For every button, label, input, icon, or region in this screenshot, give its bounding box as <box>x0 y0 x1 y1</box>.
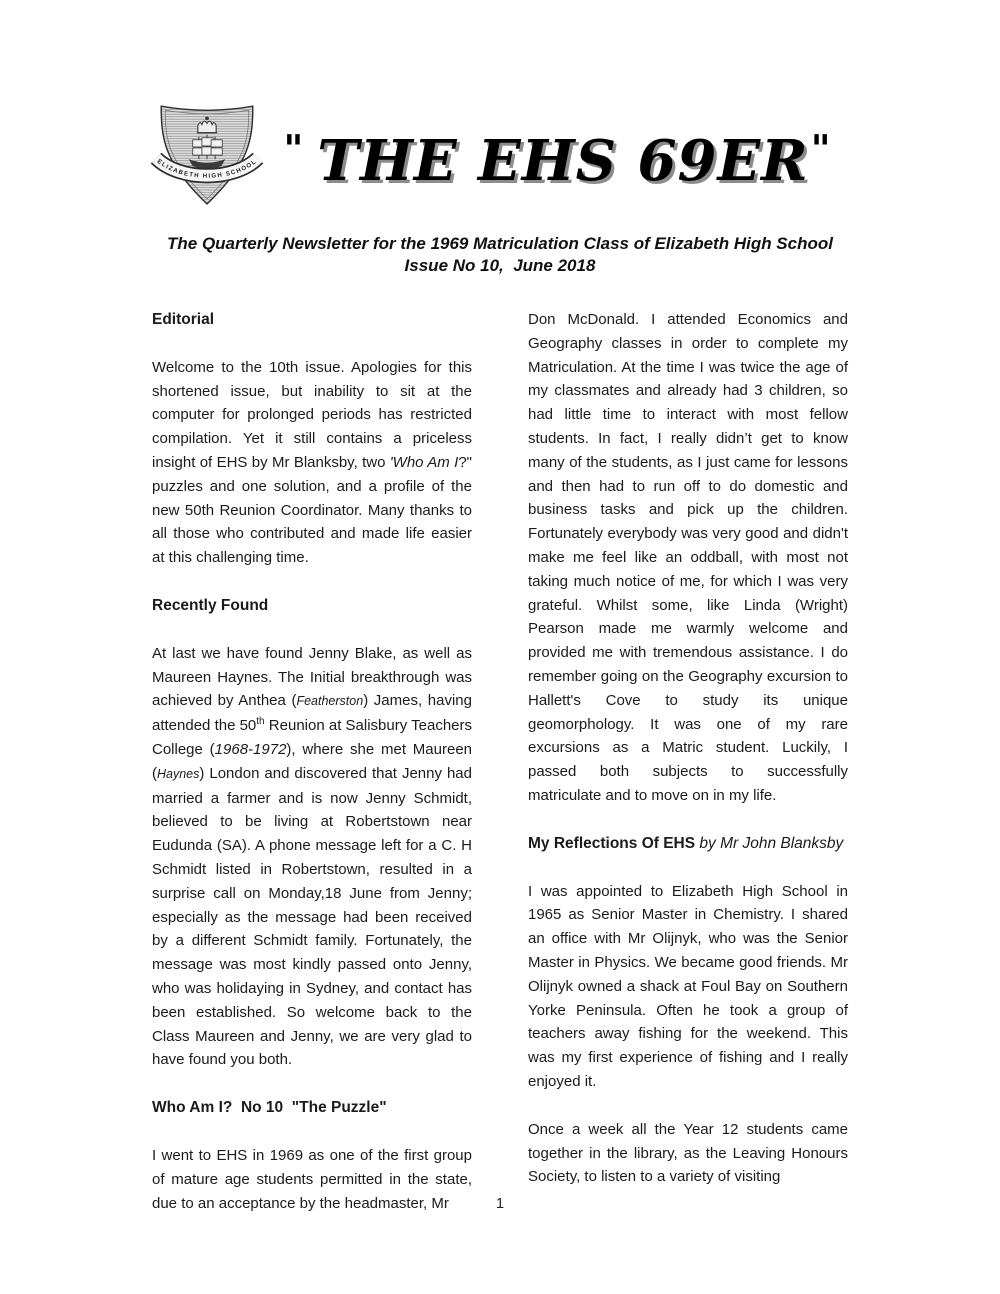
text-segment: Once a week all the Year 12 students came together in the library, as the Leaving Honours Society, to listen to a variety of visiting <box>528 1120 848 1186</box>
paragraph <box>528 1118 848 1189</box>
masthead <box>150 94 850 208</box>
text-segment: Reunion at Salisbury Teachers College ( <box>152 717 472 758</box>
text-segment: ) London and discovered that Jenny had married a farmer and is now Jenny Schmidt, believed to be living at Robertstown near Eudunda (SA). A phone message left for a C. H Schmidt listed in Robertstown, resulted in a surprise call on Monday,18 June from Jenny; especially as the message had been received by a different Schmidt family. Fortunately, the message was most kindly passed onto Jenny, who was holidaying in Sydney, and contact has been established. So welcome back to the Class Maureen and Jenny, we are very glad to have found you both. <box>152 764 472 1069</box>
text-segment: Editorial <box>152 311 215 328</box>
crest-banner-text: ELIZABETH HIGH SCHOOL <box>155 157 259 180</box>
text-segment: My Reflections Of EHS <box>528 834 696 852</box>
paragraph <box>528 308 848 808</box>
ship-icon <box>189 135 226 169</box>
school-crest <box>150 94 264 208</box>
text-segment: At last we have found Jenny Blake, as well as Maureen Haynes. The Initial breakthrough was achieved by Anthea ( <box>152 644 472 710</box>
section-heading <box>152 308 472 332</box>
text-segment: Who Am I? No 10 "The Puzzle" <box>152 1099 387 1117</box>
newsletter-title <box>264 94 850 194</box>
section-heading <box>152 1096 472 1120</box>
section-heading <box>152 594 472 618</box>
text-segment: Recently Found <box>152 596 269 614</box>
paragraph <box>528 880 848 1094</box>
page-number: 1 <box>495 1196 505 1212</box>
title-close-quote: " <box>810 126 831 171</box>
right-column <box>528 308 848 1239</box>
text-segment: ), where she met Maureen ( <box>152 740 473 782</box>
school-crest-icon <box>150 94 264 208</box>
body-columns <box>152 308 848 1239</box>
newsletter-section <box>528 832 848 1189</box>
text-segment: 1968-1972 <box>214 740 287 758</box>
newsletter-section <box>528 308 848 808</box>
text-segment: 'Who Am I <box>389 453 459 471</box>
newsletter-section <box>152 308 472 570</box>
text-segment: Haynes <box>157 766 200 781</box>
newsletter-subtitle <box>0 233 1000 277</box>
left-column <box>152 308 472 1239</box>
paragraph <box>152 356 472 570</box>
subtitle-line-2: Issue No 10, June 2018 <box>404 256 596 275</box>
text-segment: Featherston <box>296 694 364 709</box>
title-text: THE EHS 69ER <box>317 128 809 194</box>
text-segment: th <box>256 716 265 728</box>
text-segment: ?" puzzles and one solution, and a profile of the new 50th Reunion Coordinator. Many thanks to all those who contributed and made life easier at this challenging time. <box>152 453 472 567</box>
text-segment: I went to EHS in 1969 as one of the first group of mature age students permitted in the state, due to an acceptance by the headmaster, Mr <box>152 1146 472 1212</box>
text-segment: by Mr John Blanksby <box>695 834 844 852</box>
text-segment: I was appointed to Elizabeth High School in 1965 as Senior Master in Chemistry. I shared an office with Mr Olijnyk, who was the Senior Master in Physics. We became good friends. Mr Olijnyk owned a shack at Foul Bay on Southern Yorke Peninsula. Often he took a group of teachers away fishing for the weekend. This was my first experience of fishing and I really enjoyed it. <box>528 882 848 1090</box>
text-segment: Don McDonald. I attended Economics and Geography classes in order to complete my Matriculation. At the time I was twice the age of my classmates and already had 3 children, so had little time to interact with most fellow students. In fact, I really didn’t get to know many of the students, as I just came for lessons and then had to run off to do domestic and business tasks and pick up the children. Fortunately everybody was very good and didn't make me feel like an oddball, with most not taking much notice of me, for which I was very grateful. Whilst some, like Linda (Wright) Pearson made me warmly welcome and provided me with tremendous assistance. I do remember going on the Geography excursion to Hallett's Cove to study its unique geomorphology. It was one of my rare excursions as a Matric student. Luckily, I passed both subjects to successfully matriculate and to move on in my life. <box>528 311 848 804</box>
text-segment: Welcome to the 10th issue. Apologies for this shortened issue, but inability to sit at the computer for prolonged periods has restricted compilation. Yet it still contains a priceless insight of EHS by Mr Blanksby, two <box>152 358 472 471</box>
subtitle-line-1: The Quarterly Newsletter for the 1969 Matriculation Class of Elizabeth High School <box>167 234 833 253</box>
paragraph <box>152 642 472 1072</box>
section-heading <box>528 832 848 856</box>
title-open-quote: " <box>283 126 304 171</box>
newsletter-section <box>152 594 472 1072</box>
text-segment: ) James, having attended the 50 <box>152 692 472 735</box>
